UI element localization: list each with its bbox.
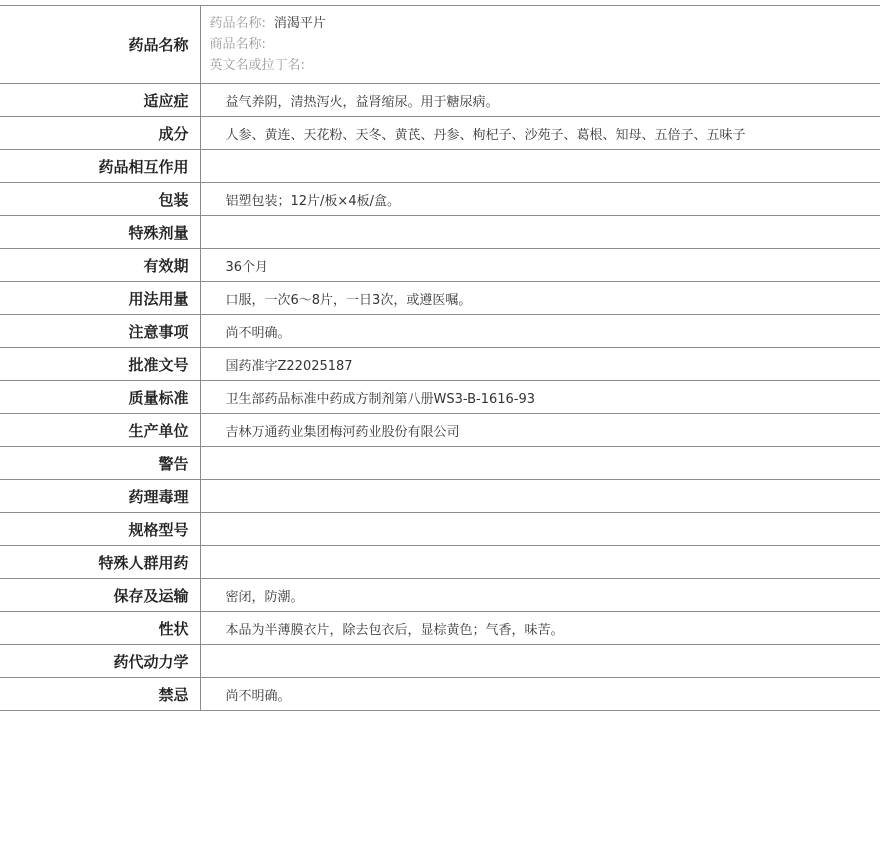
row-label: 警告 bbox=[0, 447, 200, 480]
row-value: 口服，一次6～8片，一日3次，或遵医嘱。 bbox=[200, 282, 880, 315]
spec-row bbox=[0, 414, 880, 447]
row-value: 本品为半薄膜衣片，除去包衣后，显棕黄色；气香，味苦。 bbox=[200, 612, 880, 645]
spec-row bbox=[0, 678, 880, 711]
row-value bbox=[200, 480, 880, 513]
row-value: 36个月 bbox=[200, 249, 880, 282]
row-label: 成分 bbox=[0, 117, 200, 150]
row-label: 有效期 bbox=[0, 249, 200, 282]
drug-name-block bbox=[200, 6, 880, 84]
generic-name-line bbox=[210, 13, 880, 34]
row-label: 药品名称 bbox=[0, 6, 200, 84]
row-label: 包装 bbox=[0, 183, 200, 216]
drug-spec-table bbox=[0, 5, 880, 711]
latin-name-line bbox=[210, 55, 880, 76]
row-label: 特殊剂量 bbox=[0, 216, 200, 249]
spec-row bbox=[0, 381, 880, 414]
row-value: 国药准字Z22025187 bbox=[200, 348, 880, 381]
row-label: 性状 bbox=[0, 612, 200, 645]
spec-row bbox=[0, 84, 880, 117]
row-value bbox=[200, 447, 880, 480]
trade-name-key: 商品名称: bbox=[209, 37, 266, 52]
row-label: 规格型号 bbox=[0, 513, 200, 546]
row-value: 铝塑包装；12片/板×4板/盒。 bbox=[200, 183, 880, 216]
spec-row bbox=[0, 579, 880, 612]
spec-row-drug-name bbox=[0, 6, 880, 84]
row-value: 尚不明确。 bbox=[200, 678, 880, 711]
spec-row bbox=[0, 183, 880, 216]
spec-row bbox=[0, 513, 880, 546]
row-label: 质量标准 bbox=[0, 381, 200, 414]
row-label: 批准文号 bbox=[0, 348, 200, 381]
row-value bbox=[200, 546, 880, 579]
row-label: 药理毒理 bbox=[0, 480, 200, 513]
spec-row bbox=[0, 480, 880, 513]
row-label: 适应症 bbox=[0, 84, 200, 117]
row-value: 密闭，防潮。 bbox=[200, 579, 880, 612]
row-label: 保存及运输 bbox=[0, 579, 200, 612]
spec-row bbox=[0, 216, 880, 249]
spec-row bbox=[0, 249, 880, 282]
row-label: 生产单位 bbox=[0, 414, 200, 447]
spec-row bbox=[0, 150, 880, 183]
row-value bbox=[200, 216, 880, 249]
spec-row bbox=[0, 117, 880, 150]
spec-row bbox=[0, 447, 880, 480]
row-value: 益气养阴，清热泻火，益肾缩尿。用于糖尿病。 bbox=[200, 84, 880, 117]
row-value: 尚不明确。 bbox=[200, 315, 880, 348]
spec-row bbox=[0, 546, 880, 579]
spec-row bbox=[0, 315, 880, 348]
spec-row bbox=[0, 612, 880, 645]
row-value bbox=[200, 513, 880, 546]
row-label: 用法用量 bbox=[0, 282, 200, 315]
row-value: 吉林万通药业集团梅河药业股份有限公司 bbox=[200, 414, 880, 447]
row-value: 人参、黄连、天花粉、天冬、黄芪、丹参、枸杞子、沙苑子、葛根、知母、五倍子、五味子 bbox=[200, 117, 880, 150]
row-label: 特殊人群用药 bbox=[0, 546, 200, 579]
row-value bbox=[200, 645, 880, 678]
latin-name-key: 英文名或拉丁名: bbox=[209, 58, 305, 73]
row-label: 药代动力学 bbox=[0, 645, 200, 678]
generic-name-value: 消渴平片 bbox=[273, 16, 326, 31]
row-value bbox=[200, 150, 880, 183]
row-label: 禁忌 bbox=[0, 678, 200, 711]
generic-name-key: 药品名称: bbox=[209, 16, 266, 31]
spec-row bbox=[0, 645, 880, 678]
spec-row bbox=[0, 282, 880, 315]
trade-name-line bbox=[210, 34, 880, 55]
row-label: 药品相互作用 bbox=[0, 150, 200, 183]
spec-row bbox=[0, 348, 880, 381]
row-label: 注意事项 bbox=[0, 315, 200, 348]
row-value: 卫生部药品标准中药成方制剂第八册WS3-B-1616-93 bbox=[200, 381, 880, 414]
